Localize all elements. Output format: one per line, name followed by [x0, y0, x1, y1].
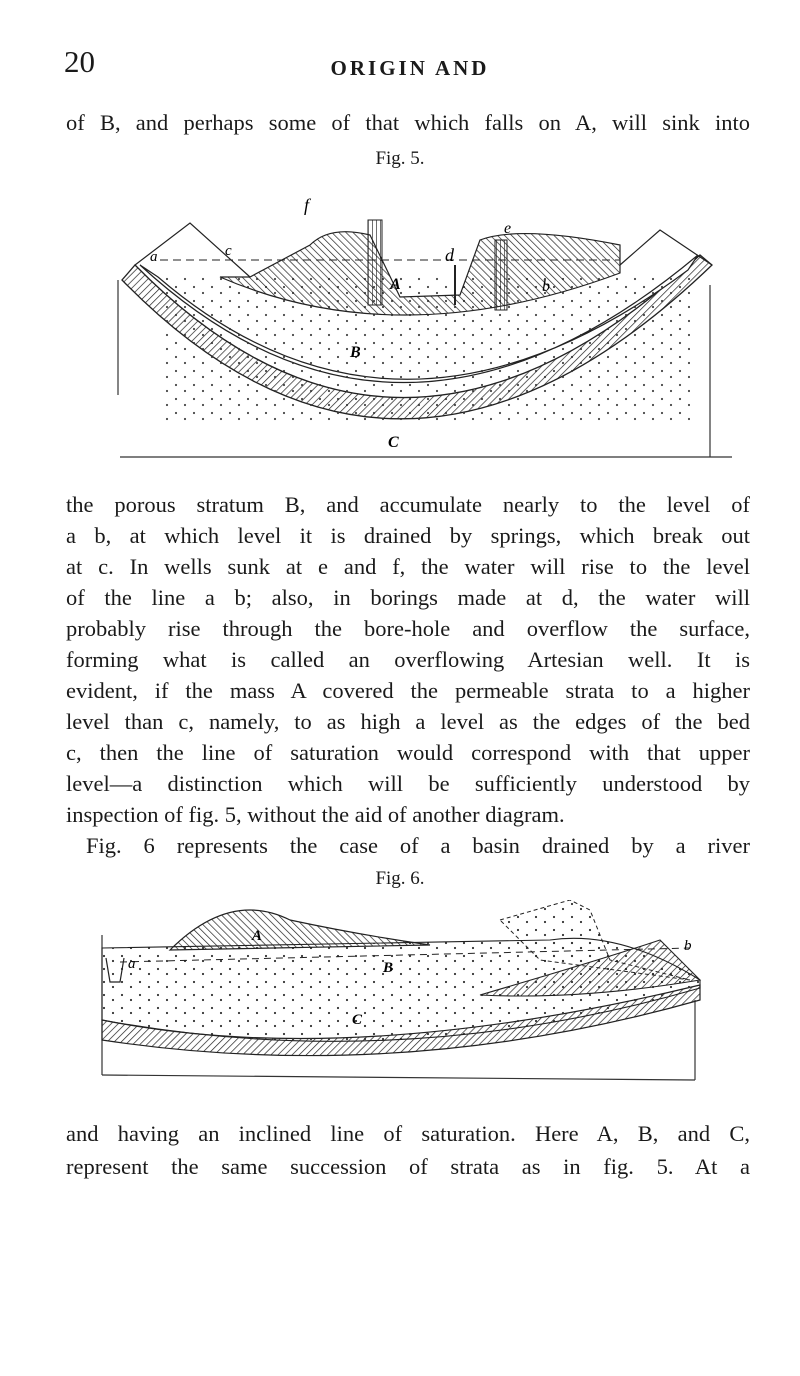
text-line: Fig. 6 represents the case of a basin drained by a river	[86, 833, 750, 858]
figure-5-caption: Fig. 5.	[375, 148, 425, 169]
text-line: of the line a b; also, in borings made at d, the water will	[66, 585, 750, 610]
text-line: forming what is called an overflowing Artesian well. It is	[66, 647, 750, 672]
well-e	[495, 240, 507, 310]
text-line: represent the same succession of strata as in fig. 5. At a	[66, 1154, 750, 1179]
label-stratum-b: B	[383, 960, 394, 976]
figure-6-caption: Fig. 6.	[375, 868, 425, 889]
running-head: ORIGIN AND	[330, 56, 490, 80]
label-b: b	[684, 938, 692, 954]
text-line: c, then the line of saturation would correspond with that upper	[66, 740, 750, 765]
label-stratum-c: C	[388, 434, 399, 451]
text-line: probably rise through the bore-hole and overflow the surface,	[66, 616, 750, 641]
label-c: c	[225, 243, 232, 259]
well-f	[368, 220, 382, 305]
figure-5-diagram	[100, 185, 740, 475]
text-line: the porous stratum B, and accumulate nearly to the level of	[66, 492, 750, 517]
label-mass-a: A	[252, 928, 263, 944]
text-line: inspection of fig. 5, without the aid of another diagram.	[66, 802, 565, 827]
text-line: a b, at which level it is drained by springs, which break out	[66, 523, 750, 548]
figure-6-diagram	[100, 900, 720, 1090]
text-line: of B, and perhaps some of that which falls on A, will sink into	[66, 110, 750, 135]
label-b: b	[542, 278, 550, 295]
page-number: 20	[64, 44, 95, 79]
text-line: at c. In wells sunk at e and f, the water will rise to the level	[66, 554, 750, 579]
label-a: a	[128, 956, 136, 972]
label-e: e	[504, 220, 512, 237]
label-d: d	[445, 245, 454, 265]
label-a: a	[150, 249, 158, 265]
text-line: level—a distinction which will be sufficiently understood by	[66, 771, 750, 796]
text-line: level than c, namely, to as high a level as the edges of the bed	[66, 709, 750, 734]
label-f: f	[304, 195, 310, 215]
mass-a	[170, 910, 430, 950]
label-stratum-b: B	[350, 344, 361, 361]
text-line: and having an inclined line of saturation. Here A, B, and C,	[66, 1121, 750, 1146]
text-line: evident, if the mass A covered the permeable strata to a higher	[66, 678, 750, 703]
label-mass-a: A	[390, 276, 401, 293]
label-stratum-c: C	[352, 1012, 363, 1028]
